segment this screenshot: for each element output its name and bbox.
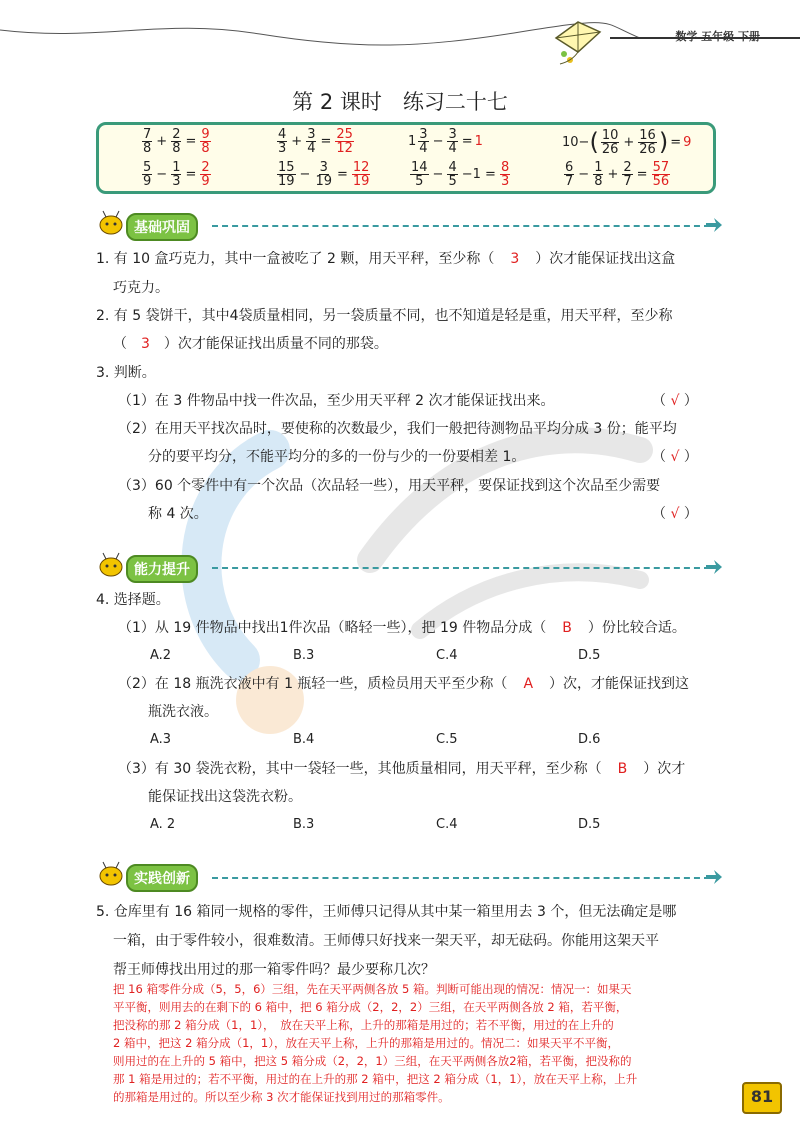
choice-question-cont: 瓶洗衣液。	[148, 704, 218, 720]
option: D.5	[578, 648, 601, 663]
section-divider	[212, 877, 710, 879]
answer-line: 把没称的那 2 箱分成（1，1）， 放在天平上称，上升的那箱是用过的；若不平衡，用过的在上升的	[113, 1018, 614, 1032]
choice-question: （1）从 19 件物品中找出1件次品（略轻一些），把 19 件物品分成（ B ）份比较合适。	[118, 620, 686, 636]
option: C.4	[436, 648, 458, 663]
judge-item: （1）在 3 件物品中找一件次品，至少用天平秤 2 次才能保证找出来。	[118, 393, 555, 409]
question-4-title: 4. 选择题。	[96, 592, 170, 608]
option: C.5	[436, 732, 458, 747]
section-badge-ability	[92, 551, 210, 579]
calc-item: 1 $\frac{3}{4}$ − $\frac{3}{4}$ = 1	[408, 127, 483, 156]
choice-question: （3）有 30 袋洗衣粉，其中一袋轻一些，其他质量相同，用天平秤，至少称（ B ）次才	[118, 761, 686, 777]
lesson-title: 第 2 课时 练习二十七	[292, 90, 508, 114]
question-5-cont: 帮王师傅找出用过的那一箱零件吗？最少要称几次？	[113, 962, 435, 978]
plane-arrow-icon	[706, 870, 722, 884]
choice-question-cont: 能保证找出这袋洗衣粉。	[148, 789, 302, 805]
answer-line: 则用过的在上升的 5 箱中，把这 5 箱分成（2，2，1）三组，在天平两侧各放2箱，若平衡，把没称的	[113, 1054, 632, 1068]
bee-icon	[96, 551, 126, 579]
option: D.6	[578, 732, 601, 747]
judge-item: （3）60 个零件中有一个次品（次品轻一些），用天平秤，要保证找到这个次品至少需要	[118, 478, 661, 494]
section-badge-basic	[92, 209, 210, 237]
answer-line: 的那箱是用过的。所以至少称 3 次才能保证找到用过的那箱零件。	[113, 1090, 450, 1104]
judge-item-cont: 称 4 次。	[148, 506, 208, 522]
page-number: 81	[742, 1082, 782, 1114]
judge-item-cont: 分的要平均分，不能平均分的多的一份与少的一份要相差 1。	[148, 449, 526, 465]
answer-line: 把 16 箱零件分成（5，5，6）三组，先在天平两侧各放 5 箱。判断可能出现的情况：情况一：如果天	[113, 982, 632, 996]
section-divider	[212, 225, 710, 227]
question-1-cont: 巧克力。	[113, 280, 169, 296]
section-badge-practice	[92, 860, 210, 888]
calc-item: $\frac{5}{9}$ − $\frac{1}{3}$ = $\frac{2}{9}$	[143, 160, 210, 189]
option: B.3	[293, 648, 315, 663]
kite-icon	[548, 18, 608, 66]
judge-answer: （ √ ）	[652, 393, 698, 409]
section-title: 实践创新	[126, 864, 198, 892]
plane-arrow-icon	[706, 218, 722, 232]
option: A.3	[150, 732, 172, 747]
section-title: 基础巩固	[126, 213, 198, 241]
judge-answer: （ √ ）	[652, 506, 698, 522]
option: B.3	[293, 817, 315, 832]
header-subject: 数学 五年级 下册	[675, 30, 760, 43]
calc-item: 10− ( $\frac{10}{26}$ + $\frac{16}{26}$ ) = 9	[562, 127, 692, 157]
question-1: 1. 有 10 盒巧克力，其中一盒被吃了 2 颗，用天平秤，至少称（ 3 ）次才能保证找出这盒	[96, 251, 676, 267]
question-3-title: 3. 判断。	[96, 365, 156, 381]
plane-arrow-icon	[706, 560, 722, 574]
calc-item: $\frac{6}{7}$ − $\frac{1}{8}$ + $\frac{2}{7}$ = $\frac{57}{56}$	[565, 160, 670, 189]
bee-icon	[96, 209, 126, 237]
bee-icon	[96, 860, 126, 888]
question-5: 5. 仓库里有 16 箱同一规格的零件，王师傅只记得从其中某一箱里用去 3 个，但无法确定是哪	[96, 904, 677, 920]
calc-item: $\frac{14}{5}$ − $\frac{4}{5}$ −1 = $\frac{8}{3}$	[411, 160, 510, 189]
option: D.5	[578, 817, 601, 832]
option: A. 2	[150, 817, 176, 832]
calc-item: $\frac{7}{8}$ + $\frac{2}{8}$ = $\frac{9}{8}$	[143, 127, 210, 156]
judge-item: （2）在用天平找次品时，要使称的次数最少，我们一般把待测物品平均分成 3 份；能平均	[118, 421, 677, 437]
option: C.4	[436, 817, 458, 832]
answer-line: 平平衡，则用去的在剩下的 6 箱中，把 6 箱分成（2，2，2）三组，在天平两侧各放 2 箱，若平衡，	[113, 1000, 628, 1014]
calc-item: $\frac{15}{19}$ − $\frac{3}{19}$ = $\frac{12}{19}$	[278, 160, 370, 189]
question-2: 2. 有 5 袋饼干，其中4袋质量相同，另一袋质量不同，也不知道是轻是重，用天平秤，至少称	[96, 308, 673, 324]
choice-question: （2）在 18 瓶洗衣液中有 1 瓶轻一些，质检员用天平至少称（ A ）次，才能保证找到这	[118, 676, 690, 692]
option: A.2	[150, 648, 172, 663]
option: B.4	[293, 732, 315, 747]
question-2-cont: （ 3 ）次才能保证找出质量不同的那袋。	[113, 336, 388, 352]
calc-item: $\frac{4}{3}$ + $\frac{3}{4}$ = $\frac{25}{12}$	[278, 127, 353, 156]
answer-line: 那 1 箱是用过的；若不平衡，用过的在上升的那 2 箱中，把这 2 箱分成（1，1），放在天平上称，上升	[113, 1072, 638, 1086]
section-title: 能力提升	[126, 555, 198, 583]
section-divider	[212, 567, 710, 569]
question-5-cont: 一箱，由于零件较小，很难数清。王师傅只好找来一架天平，却无砝码。你能用这架天平	[113, 933, 659, 949]
judge-answer: （ √ ）	[652, 449, 698, 465]
answer-line: 2 箱中，把这 2 箱分成（1，1），放在天平上称，上升的那箱是用过的。情况二：如果天平不平衡，	[113, 1036, 619, 1050]
